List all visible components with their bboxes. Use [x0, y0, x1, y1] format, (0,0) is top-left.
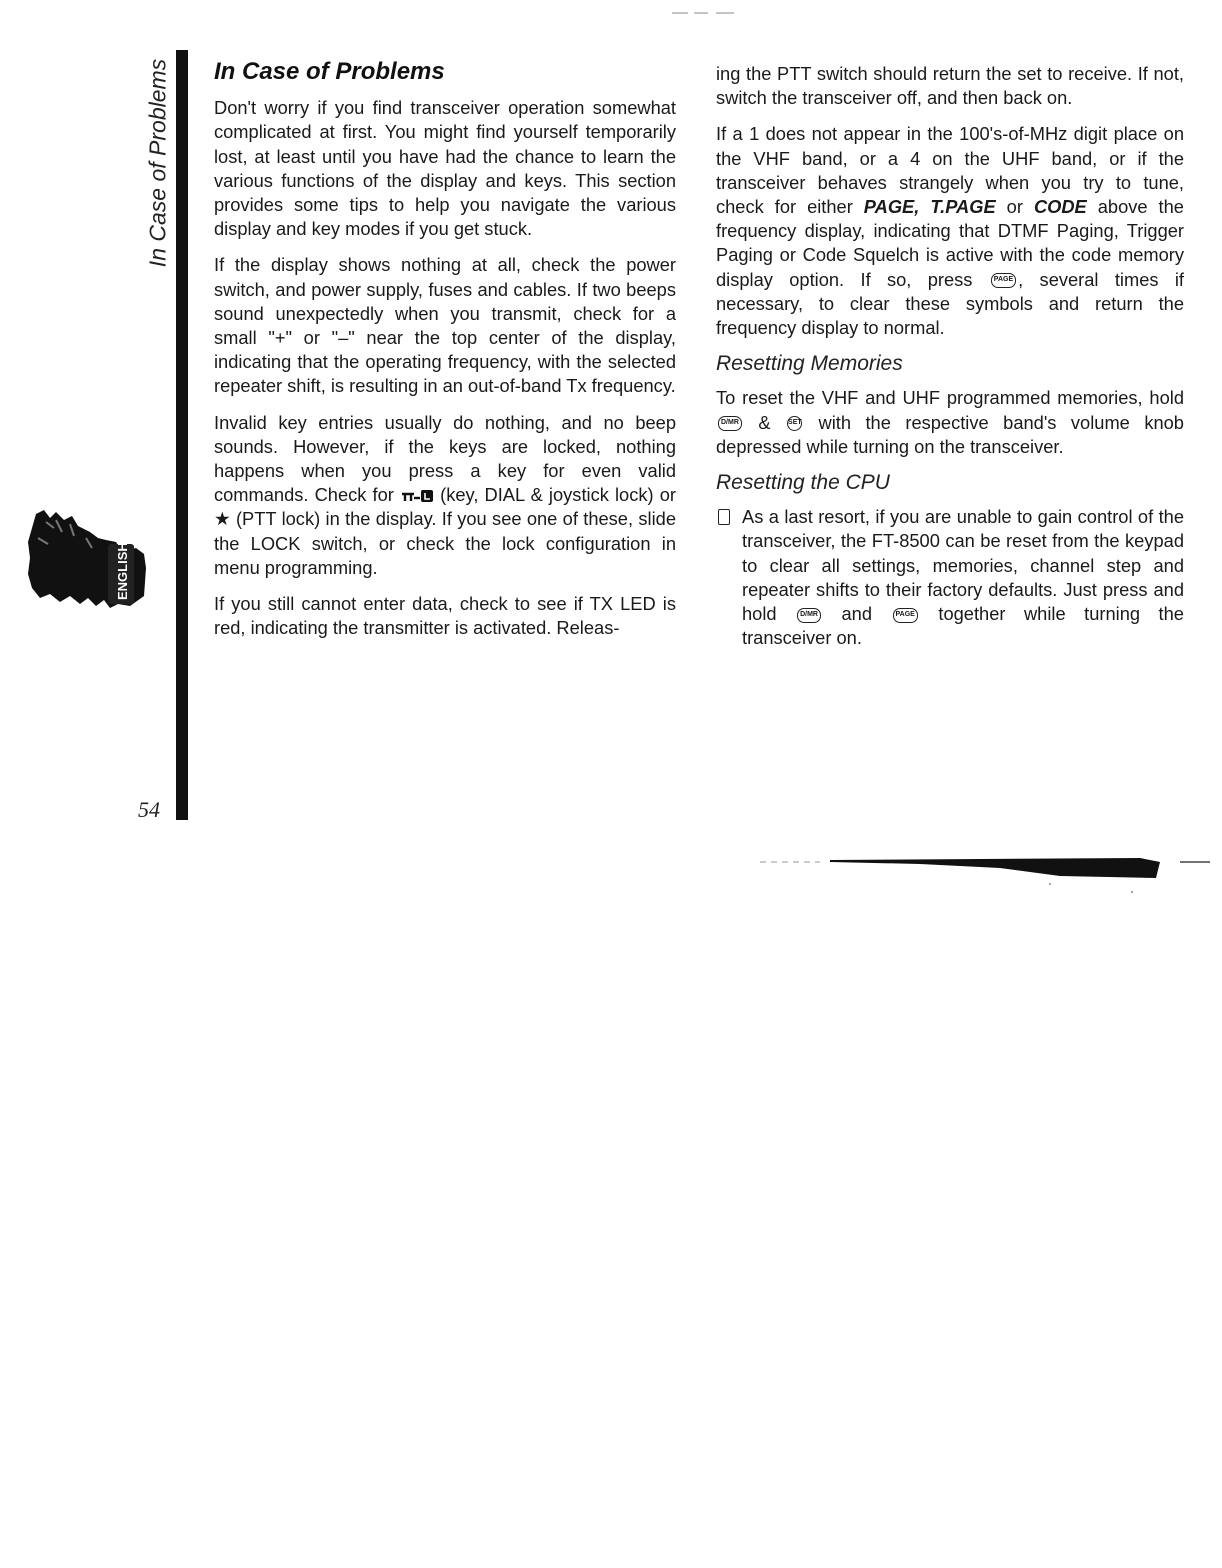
tpage-indicator: T.PAGE — [930, 196, 996, 218]
dmr-key-icon: D/MR — [718, 416, 742, 431]
scan-mark-top — [672, 10, 734, 16]
side-section-title: In Case of Problems — [144, 58, 171, 268]
paragraph-power: If the display shows nothing at all, check the power switch, and power supply, fuses and cables. If two beeps sound unexpectedly when you transmit, check for a small "+" or "–" near the top center of the display, indicating that the operating frequency, with the selected repeater shift, is resulting in an out-of-band Tx frequency. — [214, 254, 676, 397]
subheading-resetting-cpu: Resetting the CPU — [716, 471, 890, 495]
code-indicator: CODE — [1033, 196, 1087, 218]
subheading-resetting-memories: Resetting Memories — [716, 352, 903, 376]
page-indicator: PAGE, — [863, 196, 920, 218]
bullet-square-icon — [718, 509, 730, 525]
paragraph-lock: Invalid key entries usually do nothing, and no beep sounds. However, if the keys are locked, nothing happens when you press a key for even valid commands. Check for (key, DIAL & joystick lock) or ★ (PTT lock) in the display. If you see one of these, slide the LOCK switch, or check the lock configuration in menu programming. — [214, 411, 676, 578]
page-key-icon: PAGE — [991, 273, 1016, 288]
paragraph-ptt-release: ing the PTT switch should return the set to receive. If not, switch the transceiver off, and then back on. — [716, 63, 1184, 109]
text-column-left — [214, 60, 676, 652]
margin-bar — [176, 50, 188, 820]
paragraph-reset-memories: To reset the VHF and UHF programmed memories, hold D/MR & SET with the respective band's volume knob depressed while turning on the transceiver. — [716, 387, 1184, 457]
paragraph-intro: Don't worry if you find transceiver operation somewhat complicated at first. You might find yourself temporarily lost, at least until you have had the chance to learn the various functions of the display and keys. This section provides some tips to help you navigate the various display and key modes if you get stuck. — [214, 97, 676, 240]
page-key-icon: PAGE — [893, 608, 918, 623]
scan-streak-artifact — [760, 854, 1210, 894]
paragraph-paging: If a 1 does not appear in the 100's-of-MHz digit place on the VHF band, or a 4 on the UHF band, or if the transceiver behaves strangely when you try to tune, check for either PAGE, T.PAGE or CODE above the frequency display, indicating that DTMF Paging, Trigger Paging or Code Squelch is active with the code memory display option. If so, press PAGE , several times if necessary, to clear these symbols and return the frequency display to normal. — [716, 123, 1184, 339]
english-language-tab — [26, 508, 150, 612]
page-title: In Case of Problems — [214, 58, 445, 85]
set-key-icon: SET — [787, 416, 802, 431]
page-number: 54 — [138, 797, 160, 822]
key-lock-icon — [400, 489, 434, 503]
paragraph-reset-cpu: As a last resort, if you are unable to gain control of the transceiver, the FT-8500 can be reset from the keypad to clear all settings, memories, channel step and repeater shifts to their factory defaults. Just press and hold D/MR and PAGE together while turning the transceiver on. — [716, 505, 1184, 650]
text-column-right — [716, 62, 1184, 662]
language-tab-label: ENGLISH — [115, 542, 130, 600]
dmr-key-icon: D/MR — [797, 608, 821, 623]
paragraph-data-entry: If you still cannot enter data, check to see if TX LED is red, indicating the transmitter is activated. Releas- — [214, 593, 676, 639]
ptt-lock-star-icon: ★ — [214, 508, 231, 530]
